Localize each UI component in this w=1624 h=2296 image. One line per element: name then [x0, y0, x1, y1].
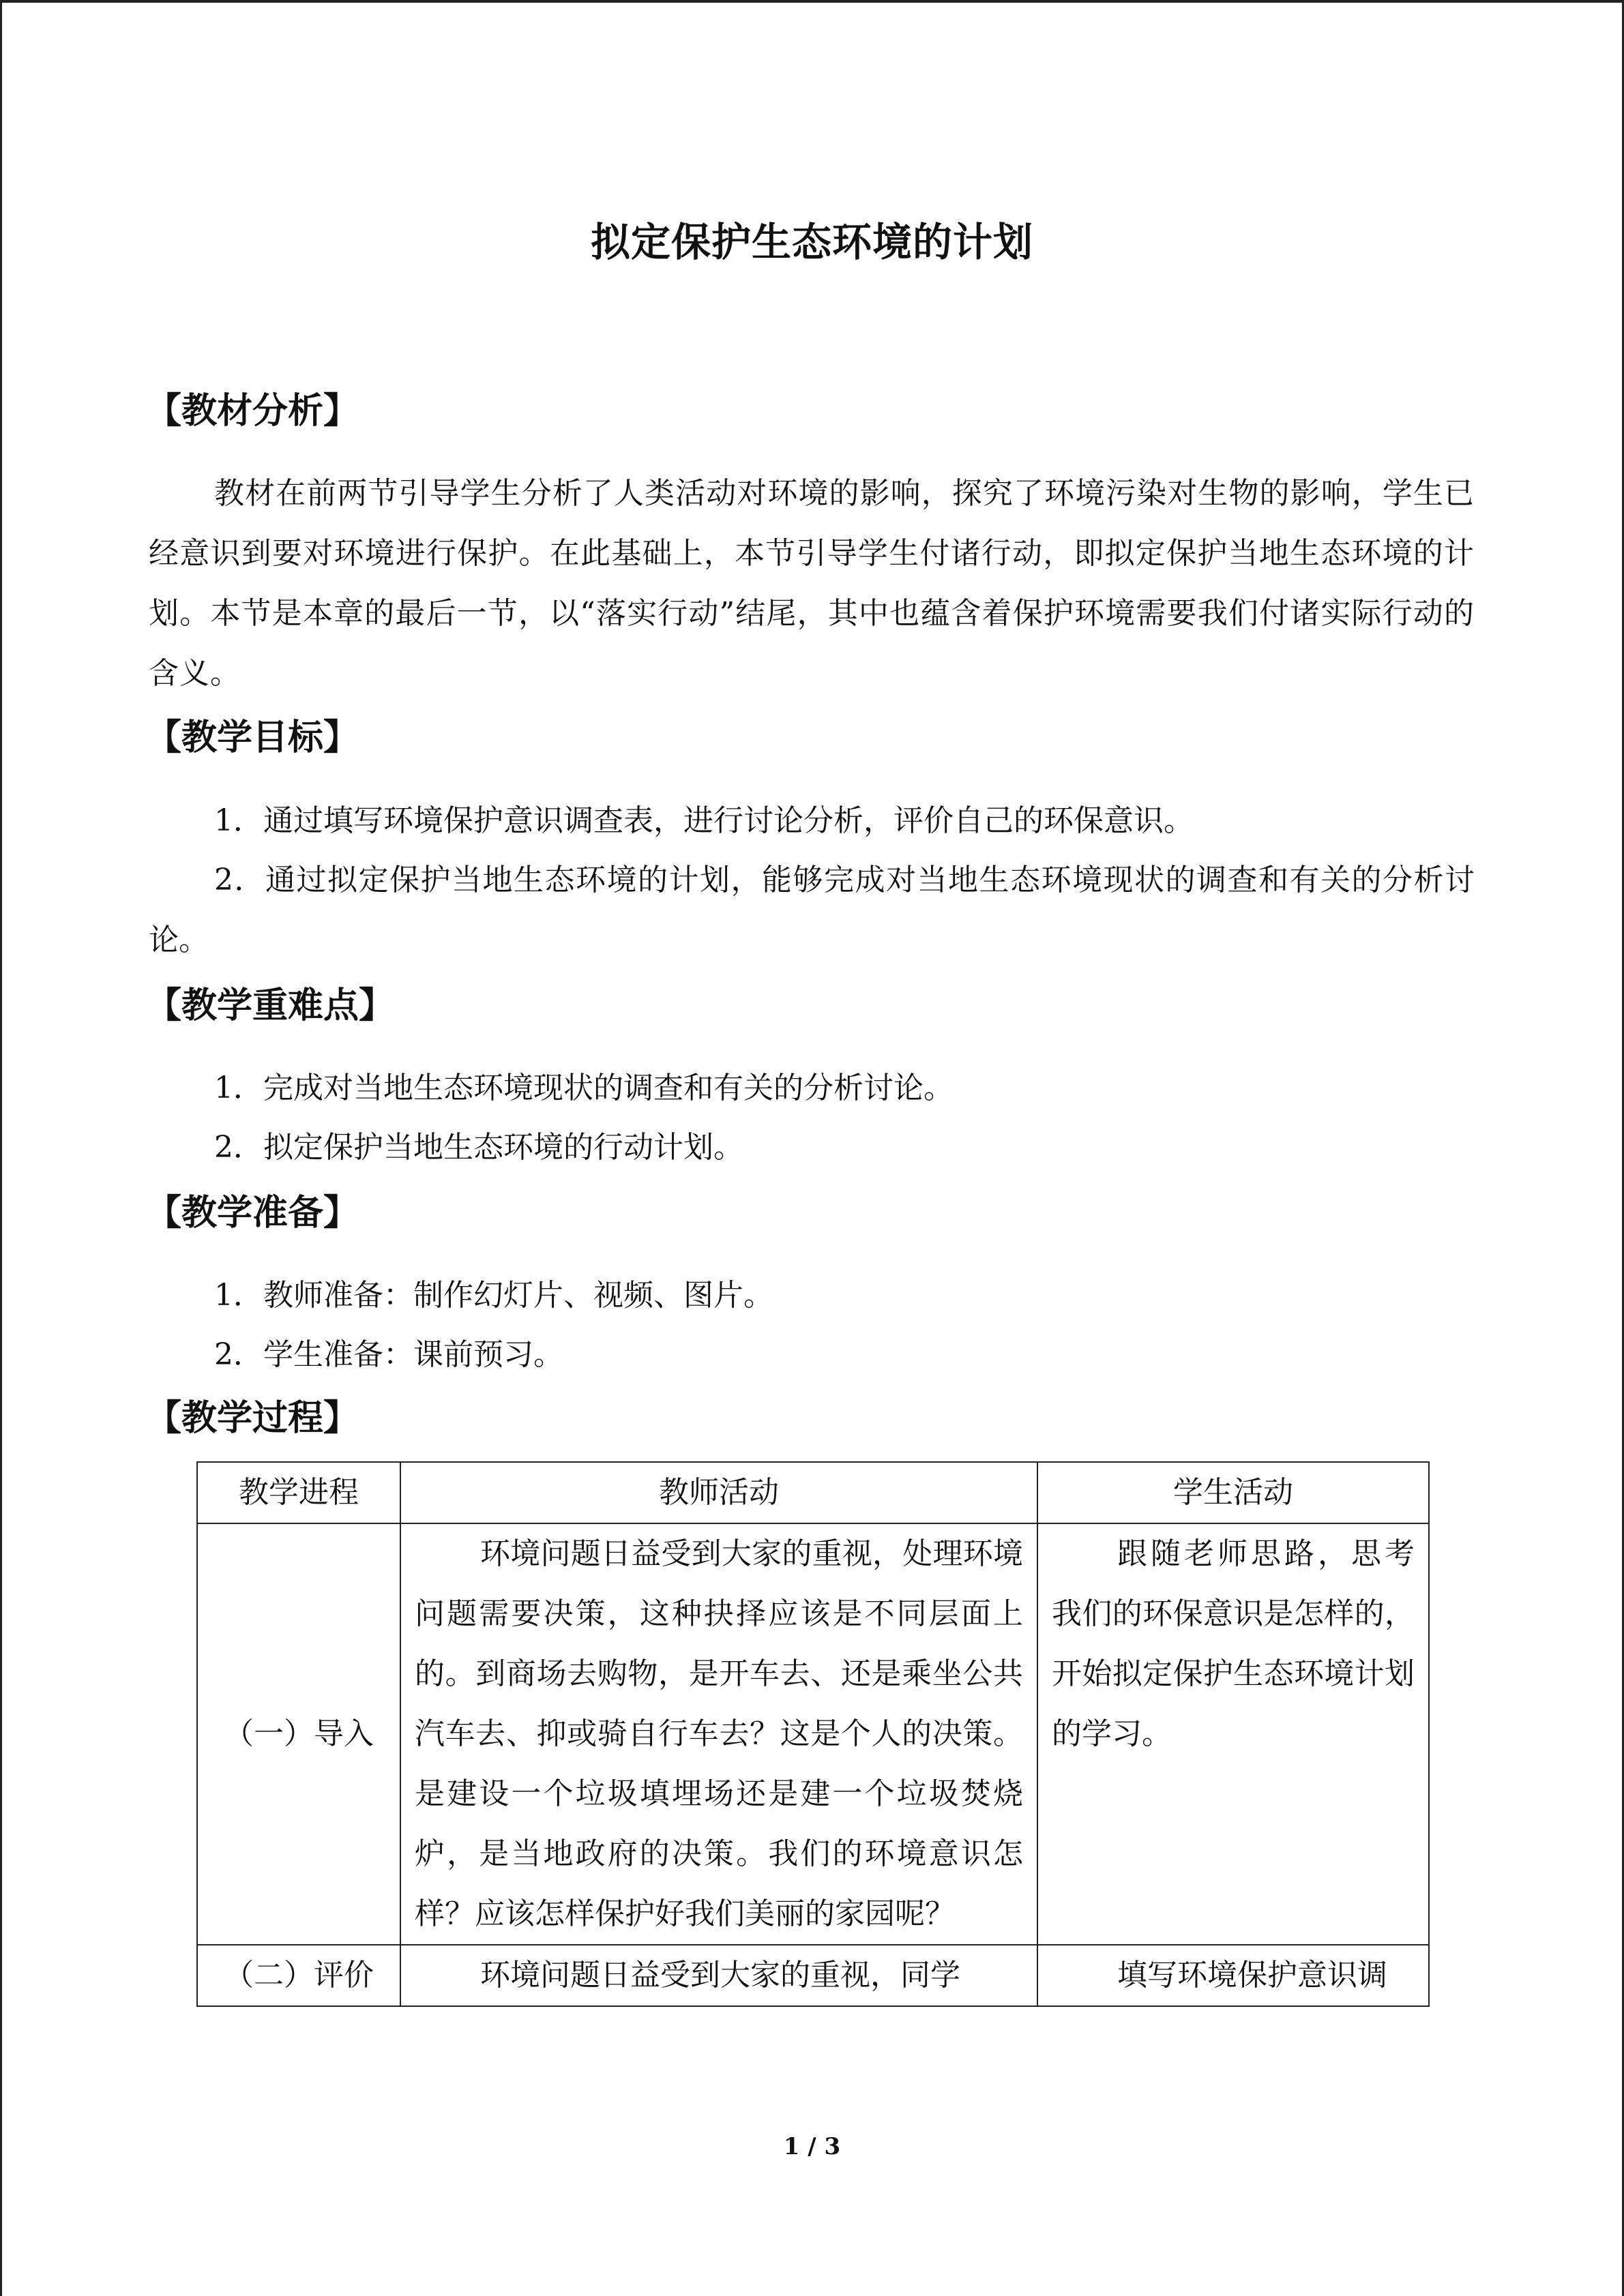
preparation-item-2: 2．学生准备：课前预习。 — [214, 1337, 563, 1372]
key-point-item-2: 2．拟定保护当地生态环境的行动计划。 — [214, 1130, 743, 1165]
student-activity-cell — [1037, 1523, 1429, 1945]
textbook-analysis-paragraph: 教材在前两节引导学生分析了人类活动对环境的影响，探究了环境污染对生物的影响，学生已经意识到要对环境进行保护。在此基础上，本节引导学生付诸行动，即拟定保护当地生态环境的计划。本节是本章的最后一节，以“落实行动”结尾，其中也蕴含着保护环境需要我们付诸实际行动的含义。 — [149, 476, 1475, 691]
document-title: 拟定保护生态环境的计划 — [590, 219, 1033, 265]
table-header-student: 学生活动 — [1037, 1462, 1429, 1523]
table-header-stage: 教学进程 — [197, 1462, 400, 1523]
heading-teaching-process: 【教学过程】 — [146, 1398, 359, 1439]
heading-preparation: 【教学准备】 — [146, 1193, 359, 1234]
teacher-activity-cell — [400, 1523, 1037, 1945]
stage-label: （二）评价 — [224, 1958, 374, 1993]
student-activity-text: 填写环境保护意识调 — [1117, 1958, 1387, 1993]
table-row — [197, 1523, 1429, 1945]
teacher-activity-cell — [400, 1945, 1037, 2006]
teaching-process-table — [196, 1461, 1430, 2007]
stage-cell — [197, 1945, 400, 2006]
table-header-row — [197, 1462, 1429, 1523]
teacher-activity-text: 环境问题日益受到大家的重视，处理环境问题需要决策，这种抉择应该是不同层面上的。到商场去购物，是开车去、还是乘坐公共汽车去、抑或骑自行车去？这是个人的决策。是建设一个垃圾填埋场还是建一个垃圾焚烧炉，是当地政府的决策。我们的环境意识怎样？应该怎样保护好我们美丽的家园呢？ — [415, 1536, 1023, 1931]
stage-cell — [197, 1523, 400, 1945]
objective-item-1: 1．通过填写环境保护意识调查表，进行讨论分析，评价自己的环保意识。 — [214, 803, 1194, 838]
teacher-activity-text: 环境问题日益受到大家的重视，同学 — [480, 1958, 960, 1993]
key-point-item-1: 1．完成对当地生态环境现状的调查和有关的分析讨论。 — [214, 1071, 954, 1105]
heading-textbook-analysis: 【教材分析】 — [146, 391, 359, 432]
table-header-teacher: 教师活动 — [400, 1462, 1037, 1523]
stage-label: （一）导入 — [224, 1716, 374, 1751]
page-number: 1 / 3 — [783, 2133, 841, 2160]
heading-teaching-objectives: 【教学目标】 — [146, 717, 359, 758]
objective-item-2: 2．通过拟定保护当地生态环境的计划，能够完成对当地生态环境现状的调查和有关的分析讨论。 — [149, 863, 1475, 957]
table-row — [197, 1945, 1429, 2006]
preparation-item-1: 1．教师准备：制作幻灯片、视频、图片。 — [214, 1278, 773, 1313]
student-activity-text: 跟随老师思路，思考我们的环保意识是怎样的，开始拟定保护生态环境计划的学习。 — [1052, 1536, 1415, 1751]
heading-key-points: 【教学重难点】 — [146, 985, 395, 1026]
student-activity-cell — [1037, 1945, 1429, 2006]
